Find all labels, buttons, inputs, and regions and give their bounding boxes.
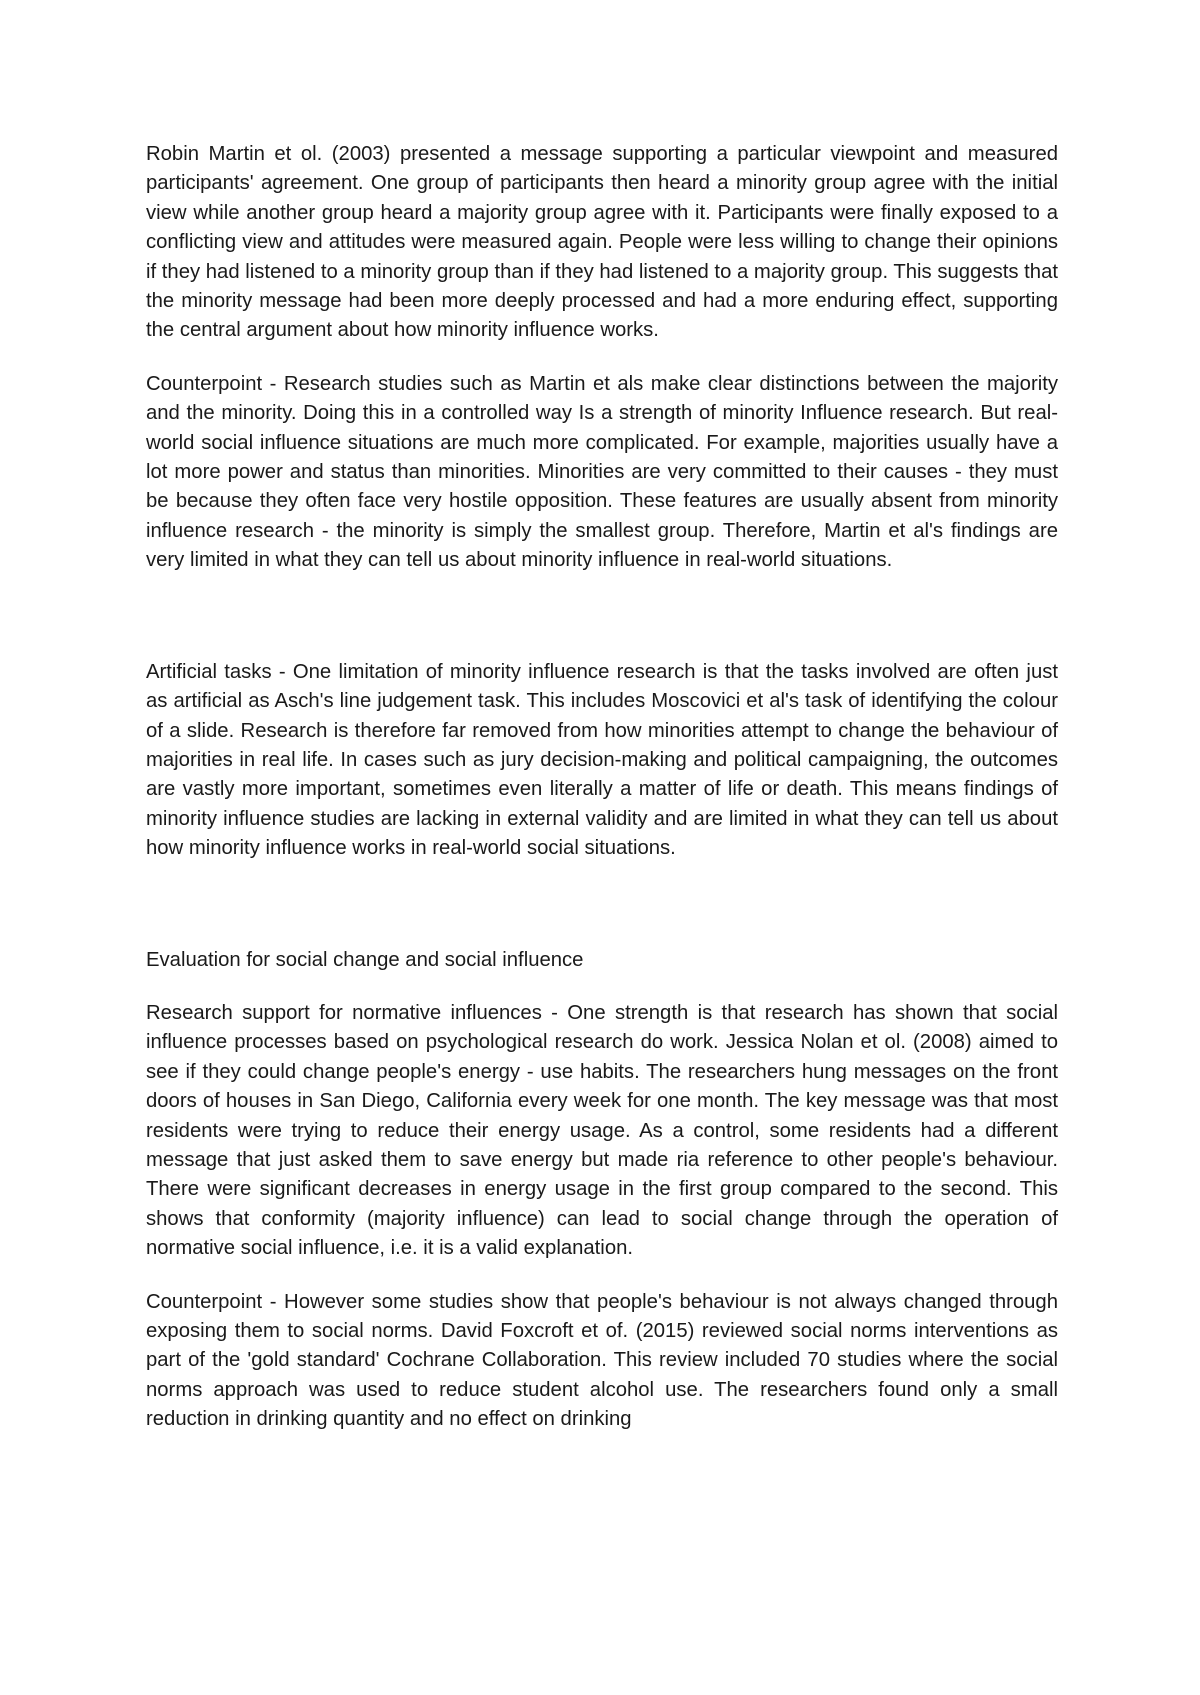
paragraph-martin-study: Robin Martin et ol. (2003) presented a message supporting a particular viewpoint and measured participants' agreement. One group of participants then heard a minority group agree with the initial view while another group heard a majority group agree with it. Participants were finally exposed to a conflicting view and attitudes were measured again. People were less willing to change their opinions if they had listened to a minority group than if they had listened to a majority group. This suggests that the minority message had been more deeply processed and had a more enduring effect, supporting the central argument about how minority influence works. <box>146 143 1058 342</box>
section-spacer <box>146 576 1058 658</box>
document-page <box>146 140 1058 1435</box>
paragraph-artificial-tasks: Artificial tasks - One limitation of minority influence research is that the tasks involved are often just as artificial as Asch's line judgement task. This includes Moscovici et al's task of identifying the colour of a slide. Research is therefore far removed from how minorities attempt to change the behaviour of majorities in real life. In cases such as jury decision-making and political campaigning, the outcomes are vastly more important, sometimes even literally a matter of life or death. This means findings of minority influence studies are lacking in external validity and are limited in what they can tell us about how minority influence works in real-world social situations. <box>146 660 1058 860</box>
paragraph-normative-influences: Research support for normative influences - One strength is that research has shown that social influence processes based on psychological research do work. Jessica Nolan et ol. (2008) aimed to see if they could change people's energy - use habits. The researchers hung messages on the front doors of houses in San Diego, California every week for one month. The key message was that most residents were trying to reduce their energy usage. As a control, some residents had a different message that just asked them to save energy but made ria reference to other people's behaviour. There were significant decreases in energy usage in the first group compared to the second. This shows that conformity (majority influence) can lead to social change through the operation of normative social influence, i.e. it is a valid explanation. <box>146 1001 1058 1260</box>
paragraph-counterpoint-foxcroft: Counterpoint - However some studies show that people's behaviour is not always changed through exposing them to social norms. David Foxcroft et of. (2015) reviewed social norms interventions as part of the 'gold standard' Cochrane Collaboration. This review included 70 studies where the social norms approach was used to reduce student alcohol use. The researchers found only a small reduction in drinking quantity and no effect on drinking <box>146 1290 1058 1431</box>
paragraph-spacer <box>146 346 1058 370</box>
paragraph-spacer <box>146 975 1058 999</box>
section-heading: Evaluation for social change and social influence <box>146 948 584 971</box>
section-spacer <box>146 864 1058 946</box>
paragraph-spacer <box>146 1264 1058 1288</box>
paragraph-counterpoint-martin: Counterpoint - Research studies such as Martin et als make clear distinctions between the majority and the minority. Doing this in a controlled way Is a strength of minority Influence research. But real-world social influence situations are much more complicated. For example, majorities usually have a lot more power and status than minorities. Minorities are very committed to their causes - they must be because they often face very hostile opposition. These features are usually absent from minority influence research - the minority is simply the smallest group. Therefore, Martin et al's findings are very limited in what they can tell us about minority influence in real-world situations. <box>146 372 1058 572</box>
